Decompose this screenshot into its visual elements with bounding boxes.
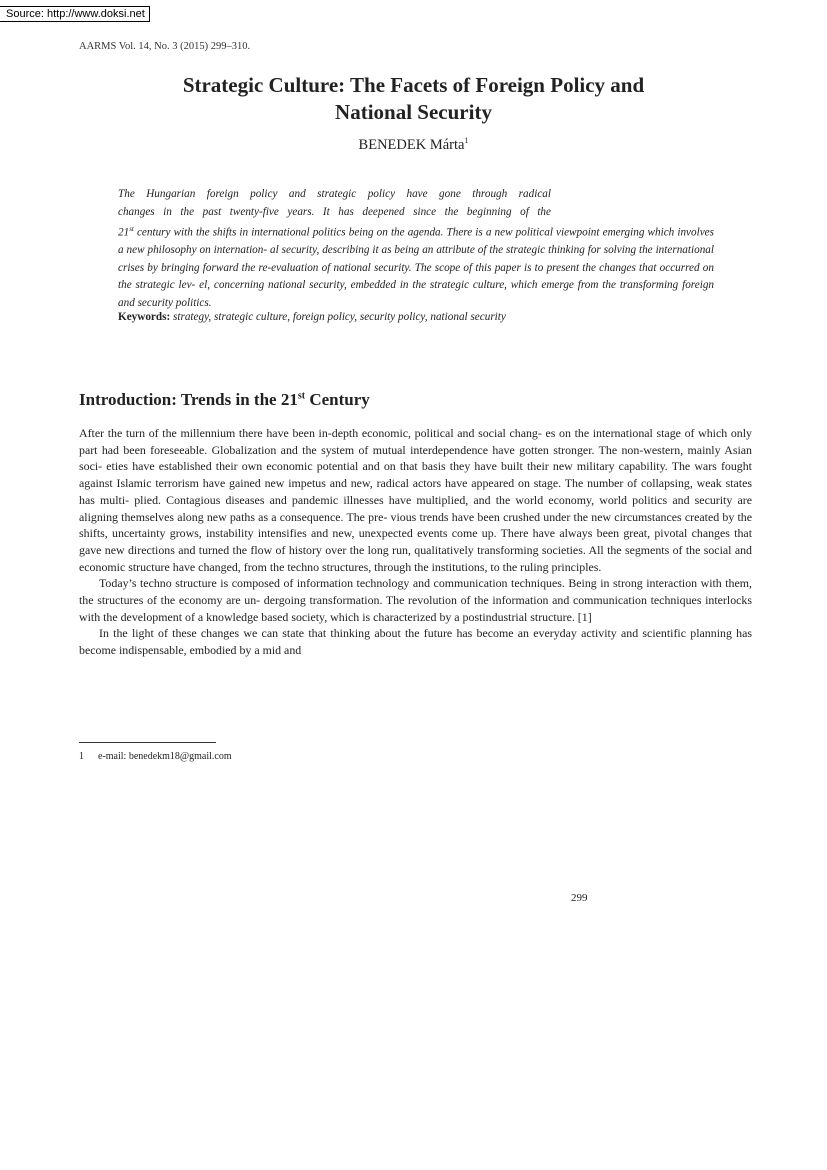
footnote-text: e-mail: benedekm18@gmail.com xyxy=(98,751,232,762)
abstract-line-2: changes in the past twenty-five years. It has deepened since the beginning of the xyxy=(118,205,551,218)
title-line-2: National Security xyxy=(335,100,492,124)
abstract-line-1: The Hungarian foreign policy and strategic policy have gone through radical xyxy=(118,188,551,200)
paragraph-2: Today’s techno structure is composed of information technology and communication techniques. Being in strong interaction with them, the structures of the economy are un- dergoing transformation. The revolution of the information and communication techniques interlocks with the development of a knowledge based society, which is characterized by a postindustrial structure. [1] xyxy=(79,576,752,624)
keywords-list: strategy, strategic culture, foreign policy, security policy, national security xyxy=(170,311,506,323)
author-name: BENEDEK Márta xyxy=(358,136,465,153)
paragraph-3: In the light of these changes we can state that thinking about the future has become an everyday activity and scientific planning has become indispensable, embodied by a mid and xyxy=(79,626,752,658)
keywords xyxy=(118,311,506,323)
footnote-number: 1 xyxy=(79,751,84,762)
title-line-1: Strategic Culture: The Facets of Foreign Policy and xyxy=(182,73,645,97)
abstract xyxy=(118,186,714,312)
page-number: 299 xyxy=(571,892,588,904)
abstract-body: 21st century with the shifts in international politics being on the agenda. There is a new political viewpoint emerging which involves a new philosophy on internation- al security, describing it as being an attribute of the strategic thinking for solving the international crises by bringing forward the re-evaluation of national security. The scope of this paper is to present the changes that occurred on the strategic lev- el, concerning national security, embedded in the strategic culture, which emerge from the transforming foreign and security politics. xyxy=(118,225,714,309)
author xyxy=(79,136,748,154)
footnote-divider xyxy=(79,742,216,743)
journal-citation: AARMS Vol. 14, No. 3 (2015) 299–310. xyxy=(79,41,251,52)
paper-title xyxy=(79,72,748,126)
keywords-label: Keywords: xyxy=(118,311,171,323)
body-text xyxy=(79,425,752,659)
paragraph-1: After the turn of the millennium there have been in-depth economic, political and social chang- es on the international stage of which only part had been foreseeable. Globalization and the system of mutual interdependence have gotten stronger. The non-western, mainly Asian soci- eties have established their own economic potential and on that basis they have built their new military capability. The wars fought against Islamic terrorism have gained new impetus and new, radical actors have appeared on stage. The number of collapsing, weak states has multi- plied. Contagious diseases and pandemic illnesses have multiplied, and the world economy, world politics and security are aligning themselves along new paths as a consequence. The pre- vious trends have been crushed under the new circumstances created by the shifts, uncertainty grows, instability intensifies and new, unexpected events come up. There have always been great, pivotal changes that gave new directions and turned the flow of history over the long run, qualitatively transforming societies. All the segments of the social and economic structure have changed, from the techno structures, through the institutions, to the ruling principles. xyxy=(79,426,752,574)
section-heading: Introduction: Trends in the 21st Century xyxy=(79,390,370,409)
source-label: Source: http://www.doksi.net xyxy=(0,6,150,22)
author-footnote-mark: 1 xyxy=(464,136,469,145)
footnote xyxy=(79,751,232,762)
